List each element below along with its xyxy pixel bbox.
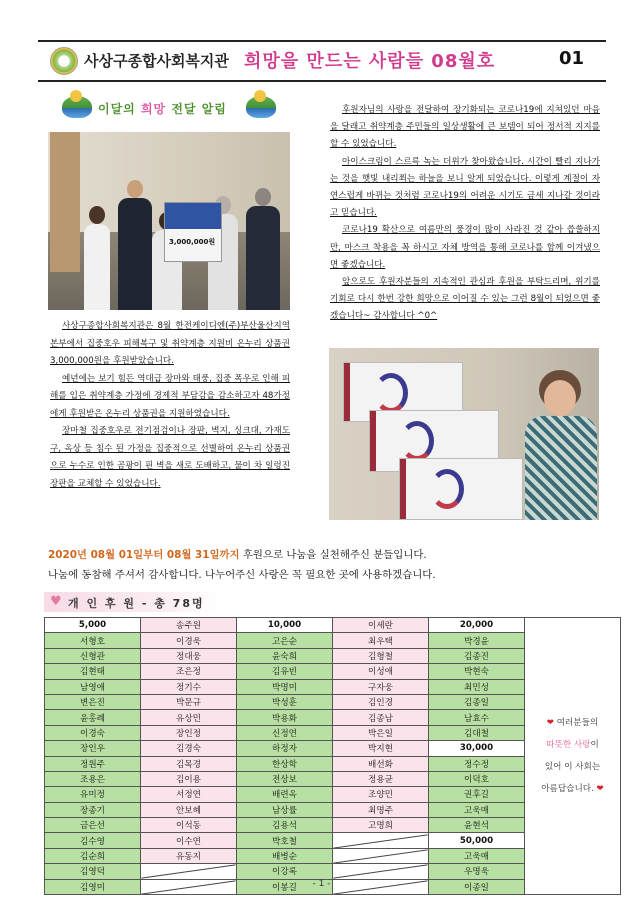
banner-suffix: 전달 알림 — [166, 102, 227, 116]
donor-cell: 유상민 — [141, 710, 237, 725]
donation-board-amount: 3,000,000원 — [169, 238, 216, 246]
donor-cell: 김순희 — [45, 848, 141, 863]
donor-cell: 윤숙희 — [237, 648, 333, 663]
donor-cell: 20,000 — [429, 618, 525, 633]
heart-icon: ♥ — [50, 594, 62, 609]
donor-cell: 윤현석 — [429, 818, 525, 833]
donor-cell: 이세란 — [333, 618, 429, 633]
donor-cell: 박용화 — [237, 710, 333, 725]
org-name: 사상구종합사회복지관 — [84, 52, 229, 70]
donor-cell: 장인정 — [141, 725, 237, 740]
donor-cell: 김형철 — [333, 648, 429, 663]
section-banner — [62, 94, 276, 122]
donor-cell: 남상률 — [237, 802, 333, 817]
left-article — [50, 318, 290, 493]
donor-cell: 한상학 — [237, 756, 333, 771]
recipient-figure — [519, 370, 599, 520]
side-line-2-suffix: 이 — [590, 740, 599, 751]
right-article — [330, 102, 600, 326]
issue-title: 희망을 만드는 사람들 08월호 — [244, 51, 496, 72]
header-top-rule — [38, 40, 606, 42]
side-line-3: 있어 이 사회는 — [544, 762, 601, 773]
donor-cell: 이경욱 — [141, 633, 237, 648]
donor-cell: 김현태 — [45, 664, 141, 679]
donor-cell: 박명미 — [237, 679, 333, 694]
empty-cell — [141, 864, 237, 879]
page-footer: - 1 - — [312, 879, 331, 889]
header-bottom-rule — [38, 80, 606, 82]
donor-cell: 김인경 — [333, 694, 429, 709]
thanks-line-2: 나눔에 동참해 주셔서 감사합니다. 나누어주신 사랑은 꼭 필요한 곳에 사용하겠습니다. — [48, 569, 436, 581]
donor-cell: 고욱매 — [429, 802, 525, 817]
donor-cell: 장종기 — [45, 802, 141, 817]
donation-board — [164, 202, 222, 262]
donor-cell: 고욱매 — [429, 848, 525, 863]
thanks-line-1-rest: 후원으로 나눔을 실천해주신 분들입니다. — [239, 549, 427, 561]
donor-cell: 김용석 — [237, 818, 333, 833]
donor-cell: 김수영 — [45, 833, 141, 848]
gift-recipient-photo — [329, 348, 599, 520]
donor-cell: 신정연 — [237, 725, 333, 740]
donor-cell: 이성애 — [333, 664, 429, 679]
donor-cell: 고명희 — [333, 818, 429, 833]
empty-cell — [333, 848, 429, 863]
right-article-paragraph: 후원자님의 사랑을 전달하여 장기화되는 코로나19에 지쳐있던 마음을 달래고 취약계층 주민들의 일상생활에 큰 보템이 되어 정서적 지지를 할 수 있었습니다. — [330, 105, 600, 150]
right-article-paragraph: 코로나19 확산으로 여름만의 풍경이 많이 사라진 것 같아 씁쓸하지만, 마스크 착용을 꼭 하시고 자체 방역을 통해 코로나를 함께 이겨냈으면 좋겠습니다. — [330, 225, 600, 270]
donor-cell: 김종일 — [429, 694, 525, 709]
gift-box — [399, 458, 523, 520]
welfare-center-logo-icon — [50, 47, 78, 75]
left-article-paragraph: 장마철 집중호우로 전기점검이나 장판, 벽지, 싱크대, 가재도구, 옥상 등 침수 된 가정을 집중적으로 선별하여 온누리 상품권으로 누수로 인한 곰팡이 핀 벽을 새로 도배하고, 물이 차 일렁진 장판을 교체할 수 있었습니다. — [50, 426, 290, 489]
donor-cell: 서정연 — [141, 787, 237, 802]
donor-cell: 박지현 — [333, 741, 429, 756]
donor-cell: 김유빈 — [237, 664, 333, 679]
donor-cell: 남영애 — [45, 679, 141, 694]
left-article-paragraph: 예년에는 보기 힘든 역대급 장마와 태풍, 집중 폭우로 인해 피해를 입은 취약계층 가정에 경제적 부담감을 감소하고자 48가정에게 후원받은 온누리 상품권을 지원하였습니다. — [50, 373, 290, 419]
donor-count-title: 개 인 후 원 - 총 78명 — [68, 597, 205, 610]
donor-cell: 김종남 — [333, 710, 429, 725]
earth-decoration-icon — [62, 96, 92, 118]
donor-cell: 이경숙 — [45, 725, 141, 740]
donor-cell: 5,000 — [45, 618, 141, 633]
donor-cell: 우명욱 — [429, 864, 525, 879]
donor-cell: 정기수 — [141, 679, 237, 694]
donor-cell: 이봉길 — [237, 879, 333, 894]
photo-door — [50, 132, 80, 272]
person-figure — [246, 206, 280, 310]
donor-cell: 박호철 — [237, 833, 333, 848]
donor-cell: 신형관 — [45, 648, 141, 663]
donor-cell: 배선화 — [333, 756, 429, 771]
donor-cell: 유동지 — [141, 848, 237, 863]
thanks-date-range: 2020년 08월 01일부터 08월 31일까지 — [48, 549, 240, 561]
newsletter-header — [38, 40, 606, 82]
donor-cell: 정수정 — [429, 756, 525, 771]
donor-table — [44, 617, 621, 895]
donor-cell: 박경윤 — [429, 633, 525, 648]
side-highlight: 따뜻한 사랑 — [546, 740, 591, 751]
donor-cell: 김종진 — [429, 648, 525, 663]
donor-cell: 권후길 — [429, 787, 525, 802]
donor-cell: 최민성 — [429, 679, 525, 694]
right-article-paragraph: 앞으로도 후원자분들의 지속적인 관심과 후원을 부탁드리며, 위기를 기회로 다시 한번 강한 희망으로 이어질 수 있는 그런 8월이 되었으면 좋겠습니다~ 감사합니다 ^0^ — [330, 277, 600, 322]
donor-cell: 서형호 — [45, 633, 141, 648]
donor-cell: 정대웅 — [141, 648, 237, 663]
right-article-paragraph: 아이스크림이 스르륵 녹는 더위가 찾아왔습니다. 시간이 빨리 지나가는 것을 햇빛 내리쬐는 하늘을 보니 알게 되었습니다. 이렇게 계절이 자연스럽게 바뀌는 것처럼 코로나19의 어려운 시기도 금세 지나갈 것이라고 믿습니다. — [330, 156, 600, 219]
donor-cell: 변은진 — [45, 694, 141, 709]
donor-cell: 박현숙 — [429, 664, 525, 679]
donor-cell: 김영미 — [45, 879, 141, 894]
donor-cell: 정용균 — [333, 771, 429, 786]
person-figure — [84, 224, 110, 310]
donor-cell: 송주원 — [141, 618, 237, 633]
table-row — [45, 618, 621, 633]
thanks-line-1 — [48, 546, 427, 561]
donor-cell: 김목경 — [141, 756, 237, 771]
donor-cell: 정원주 — [45, 756, 141, 771]
donor-cell: 배련옥 — [237, 787, 333, 802]
donor-cell: 김경숙 — [141, 741, 237, 756]
donor-cell: 조은정 — [141, 664, 237, 679]
donor-cell: 윤홍례 — [45, 710, 141, 725]
empty-cell — [333, 833, 429, 848]
donor-cell: 이덕호 — [429, 771, 525, 786]
donor-cell: 배병순 — [237, 848, 333, 863]
donor-cell: 조용은 — [45, 771, 141, 786]
side-line-4: 아름답습니다. — [541, 784, 594, 795]
donation-ceremony-photo — [48, 132, 290, 310]
donor-cell: 유미정 — [45, 787, 141, 802]
donor-cell: 50,000 — [429, 833, 525, 848]
donor-cell: 구자웅 — [333, 679, 429, 694]
heart-icon: ❤ — [596, 784, 604, 795]
donor-cell: 고은순 — [237, 633, 333, 648]
donor-cell: 이강록 — [237, 864, 333, 879]
donor-cell: 최우택 — [333, 633, 429, 648]
donor-cell: 김대철 — [429, 725, 525, 740]
donor-cell: 10,000 — [237, 618, 333, 633]
banner-highlight: 희망 — [140, 102, 167, 116]
donor-cell: 최명주 — [333, 802, 429, 817]
banner-prefix: 이달의 — [98, 102, 141, 116]
empty-cell — [333, 864, 429, 879]
donor-cell: 박성훈 — [237, 694, 333, 709]
donor-cell: 박문규 — [141, 694, 237, 709]
donor-cell: 이석동 — [141, 818, 237, 833]
side-line-1: 여러분들의 — [556, 718, 599, 729]
donor-cell: 김영덕 — [45, 864, 141, 879]
donor-cell: 30,000 — [429, 741, 525, 756]
banner-title — [98, 100, 227, 117]
donor-cell: 하정자 — [237, 741, 333, 756]
donor-cell: 이종일 — [429, 879, 525, 894]
donor-cell: 김이용 — [141, 771, 237, 786]
earth-decoration-icon — [246, 96, 276, 118]
donor-cell: 남효수 — [429, 710, 525, 725]
left-article-paragraph: 사상구종합사회복지관은 8월 한전케이디엔(주)부산울산지역본부에서 집중호우 피해복구 및 취약계층 지원비 온누리 상품권 3,000,000원을 후원받았습니다. — [50, 321, 290, 366]
thanks-message-cell — [525, 618, 621, 895]
donor-cell: 금은선 — [45, 818, 141, 833]
donor-count-bar — [44, 592, 218, 612]
donor-cell: 안보혜 — [141, 802, 237, 817]
donor-cell: 장인우 — [45, 741, 141, 756]
page-number: 01 — [558, 48, 584, 69]
donor-cell: 박은일 — [333, 725, 429, 740]
donor-cell: 이수연 — [141, 833, 237, 848]
donor-cell: 전상보 — [237, 771, 333, 786]
donor-cell: 조양민 — [333, 787, 429, 802]
heart-icon: ❤ — [546, 718, 554, 729]
person-figure — [118, 198, 152, 310]
